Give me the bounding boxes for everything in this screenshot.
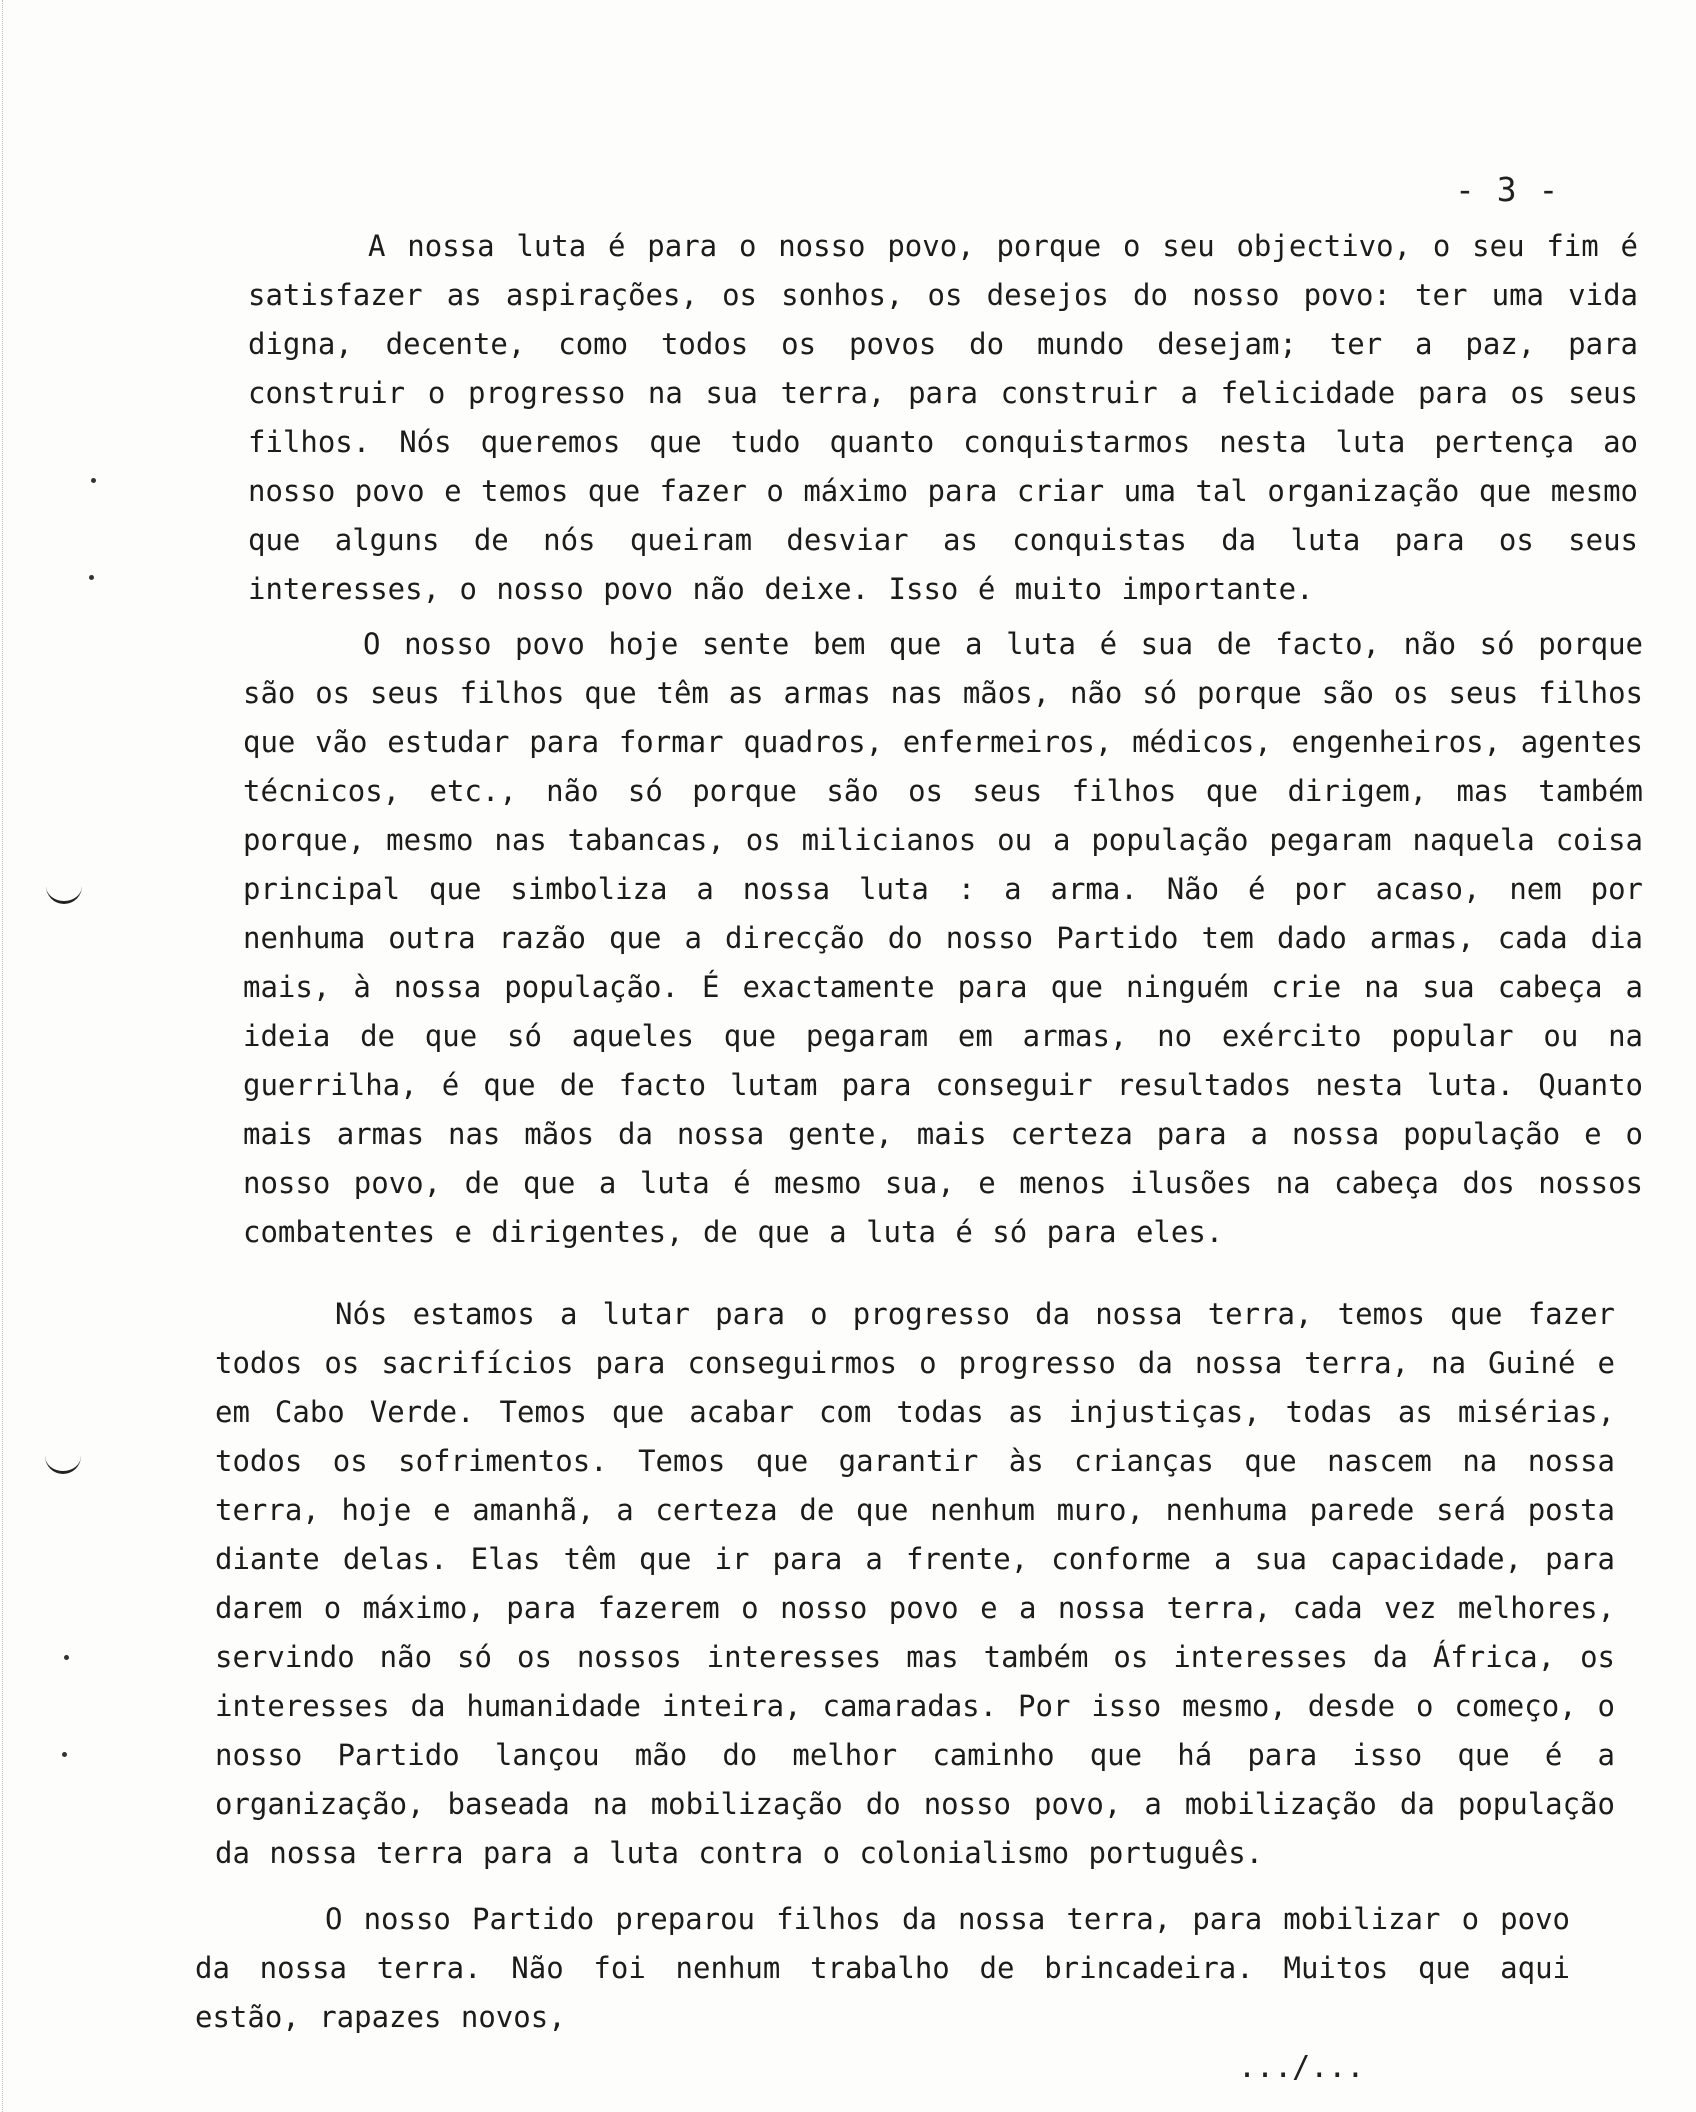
scan-speck [91, 478, 96, 483]
paragraph-3 [215, 1290, 1615, 1878]
paragraph-text: Nós estamos a lutar para o progresso da nossa terra, temos que fazer todos os sacrifícios para conseguirmos o progresso da nossa terra, na Guiné e em Cabo Verde. Temos que acabar com todas as injustiças, todas as misérias, todos os sofrimentos. Temos que garantir às crianças que nascem na nossa terra, hoje e amanhã, a certeza de que nenhum muro, nenhuma parede será posta diante delas. Elas têm que ir para a frente, conforme a sua capacidade, para darem o máximo, para fazerem o nosso povo e a nossa terra, cada vez melhores, servindo não só os nossos interesses mas também os interesses da África, os interesses da humanidade inteira, camaradas. Por isso mesmo, desde o começo, o nosso Partido lançou mão do melhor caminho que há para isso que é a organização, baseada na mobilização do nosso povo, a mobilização da população da nossa terra para a luta contra o colonialismo português. [215, 1297, 1615, 1870]
paragraph-1 [248, 222, 1638, 614]
continuation-mark: .../... [1238, 2050, 1365, 2085]
scan-speck [64, 1655, 69, 1660]
scan-speck [62, 1752, 67, 1757]
paragraph-text: A nossa luta é para o nosso povo, porque o seu objectivo, o seu fim é satisfazer as aspirações, os sonhos, os desejos do nosso povo: ter uma vida digna, decente, como todos os povos do mundo desejam; ter a paz, para construir o progresso na sua terra, para construir a felicidade para os seus filhos. Nós queremos que tudo quanto conquistarmos nesta luta pertença ao nosso povo e temos que fazer o máximo para criar uma tal organização que mesmo que alguns de nós queiram desviar as conquistas da luta para os seus interesses, o nosso povo não deixe. Isso é muito importante. [248, 229, 1638, 606]
paragraph-text: O nosso Partido preparou filhos da nossa terra, para mobilizar o povo da nossa terra. Não foi nenhum trabalho de brincadeira. Muitos que aqui estão, rapazes novos, [195, 1902, 1570, 2034]
page-number: - 3 - [1455, 170, 1560, 209]
scan-left-edge [2, 0, 5, 2112]
binder-hole-mark [46, 883, 82, 904]
paragraph-text: O nosso povo hoje sente bem que a luta é sua de facto, não só porque são os seus filhos que têm as armas nas mãos, não só porque são os seus filhos que vão estudar para formar quadros, enfermeiros, médicos, engenheiros, agentes técnicos, etc., não só porque são os seus filhos que dirigem, mas também porque, mesmo nas tabancas, os milicianos ou a população pegaram naquela coisa principal que simboliza a nossa luta : a arma. Não é por acaso, nem por nenhuma outra razão que a direcção do nosso Partido tem dado armas, cada dia mais, à nossa população. É exactamente para que ninguém crie na sua cabeça a ideia de que só aqueles que pegaram em armas, no exército popular ou na guerrilha, é que de facto lutam para conseguir resultados nesta luta. Quanto mais armas nas mãos da nossa gente, mais certeza para a nossa população e o nosso povo, de que a luta é mesmo sua, e menos ilusões na cabeça dos nossos combatentes e dirigentes, de que a luta é só para eles. [243, 627, 1643, 1249]
scan-speck [89, 575, 94, 580]
binder-hole-mark [45, 1453, 81, 1474]
paragraph-4 [195, 1895, 1570, 2042]
paragraph-2 [243, 620, 1643, 1257]
